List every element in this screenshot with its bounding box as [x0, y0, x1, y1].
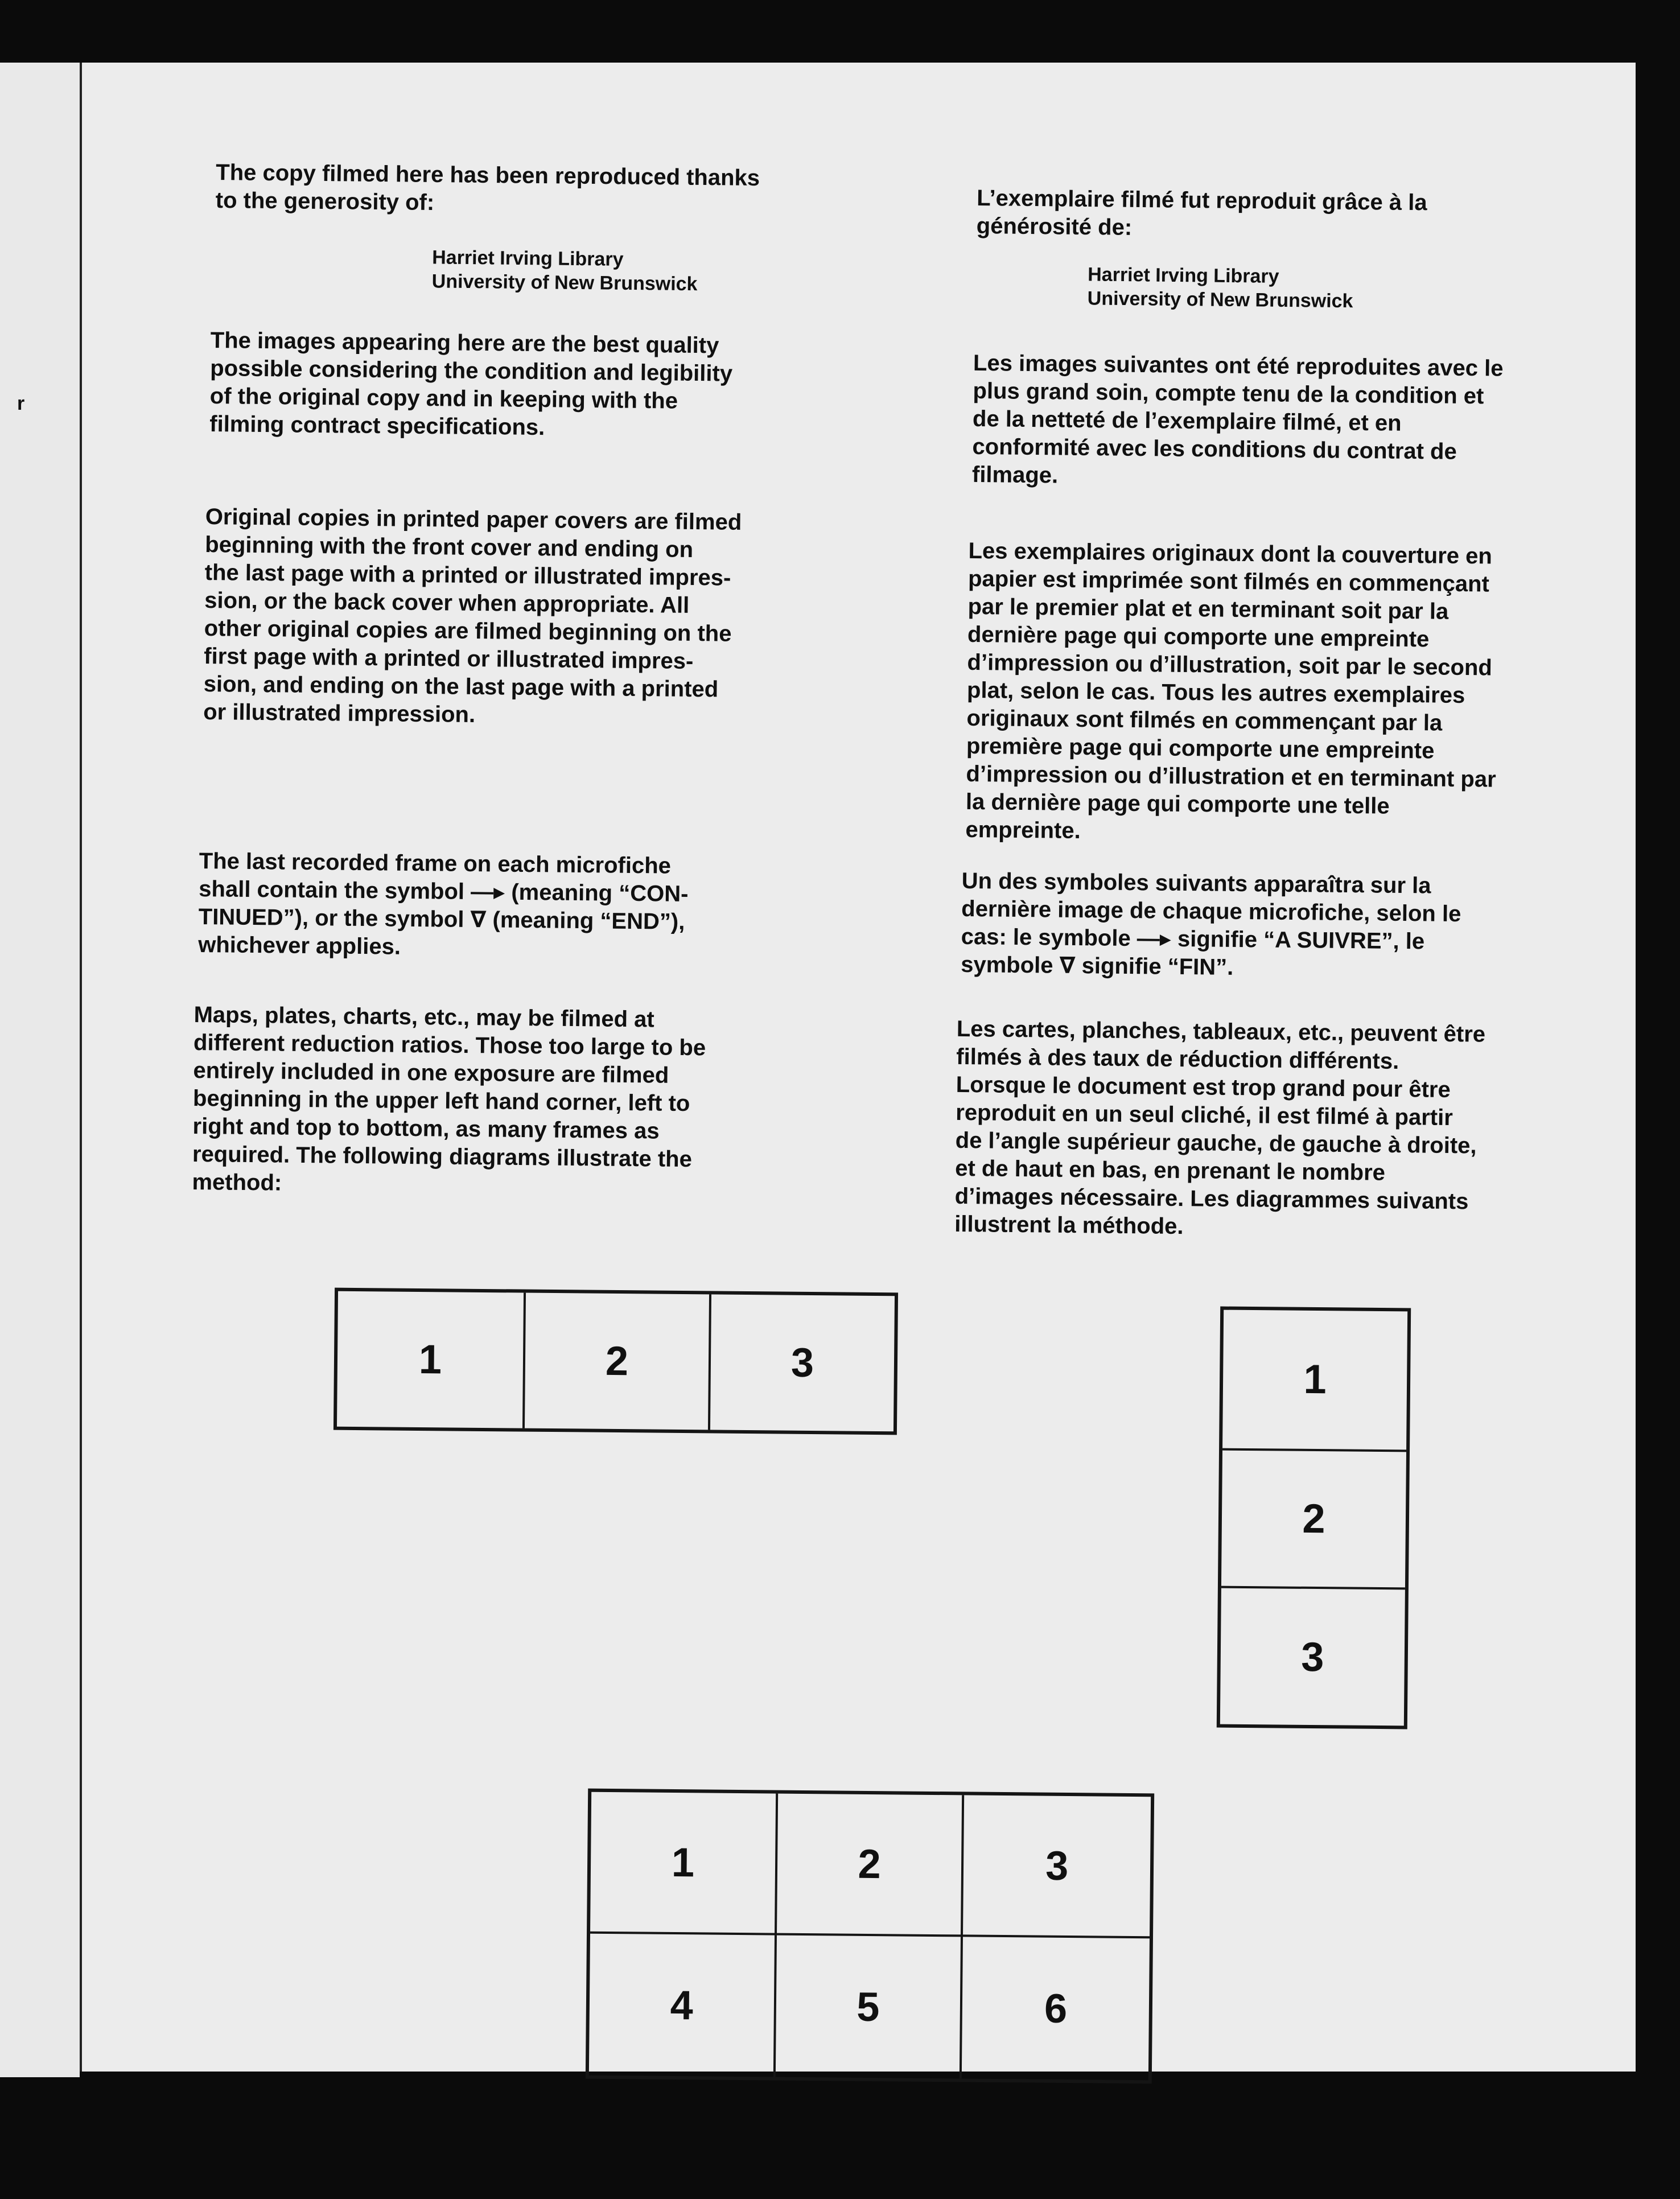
- fr-images-paragraph: Les images suivantes ont été reproduites avec le plus grand soin, compte tenu de la condition et de la netteté de l’exemplaire filmé, et en conformité avec les conditions du contrat de filmage.: [971, 350, 1504, 488]
- frame-cell: 2: [1221, 1448, 1406, 1587]
- en-credit-intro: The copy filmed here has been reproduced thanks to the generosity of:: [215, 159, 760, 216]
- frame-cell: 6: [1044, 1986, 1068, 2032]
- document-page: [80, 63, 1636, 2072]
- en-library-name: Harriet Irving Library University of New Brunswick: [431, 246, 698, 295]
- fr-symbols-paragraph: Un des symboles suivants apparaîtra sur la dernière image de chaque microfiche, selon le cas: le symbole —▸ signifie “A SUIVRE”, le symbole ∇ signifie “FIN”.: [961, 868, 1461, 980]
- frame-cell: 3: [963, 1795, 1151, 1938]
- fr-credit-intro: L’exemplaire filmé fut reproduit grâce à la générosité de:: [976, 185, 1427, 240]
- en-originals-paragraph: Original copies in printed paper covers are filmed beginning with the front cover and ending on the last page with a printed or illustrated impres- sion, or the back cover when appropriate. All other original copies are filmed beginning on the first page with a printed or illustrated impres- sion, and ending on the last page with a printed or illustrated impression.: [203, 504, 742, 727]
- fr-library-name: Harriet Irving Library University of New Brunswick: [1087, 263, 1353, 312]
- frame-cell: 3: [1220, 1586, 1405, 1726]
- frame-cell: 2: [522, 1293, 709, 1430]
- adjacent-page-strip: [0, 63, 80, 2077]
- frame-cell: 4: [589, 1934, 777, 2077]
- frame-cell: 5: [775, 1936, 963, 2079]
- frame-cell: 1: [1303, 1357, 1327, 1403]
- diagram-grid: [586, 1789, 1154, 2084]
- diagram-vertical: [1217, 1307, 1411, 1729]
- fr-maps-paragraph: Les cartes, planches, tableaux, etc., peuvent être filmés à des taux de réduction différents. Lorsque le document est trop grand pour être reproduit en un seul cliché, il est filmé à partir de l’angle supérieur gauche, de gauche à droite, et de haut en bas, en prenant le nombre d’images nécessaire. Les diagrammes suivants illustrent la méthode.: [954, 1016, 1486, 1239]
- frame-cell: 1: [590, 1792, 778, 1936]
- en-images-paragraph: The images appearing here are the best quality possible considering the condition and legibility of the original copy and in keeping with the filming contract specifications.: [209, 327, 733, 440]
- fr-originals-paragraph: Les exemplaires originaux dont la couverture en papier est imprimée sont filmés en commençant par le premier plat et en terminant soit par la dernière page qui comporte une empreinte d’impression ou d’illustration, soit par le second plat, selon le cas. Tous les autres exemplaires originaux sont filmés en commençant par la première page qui comporte une empreinte d’impression ou d’illustration et en terminant par la dernière page qui comporte une telle empreinte.: [965, 538, 1496, 843]
- frame-cell: 1: [418, 1336, 442, 1383]
- frame-cell: 2: [777, 1794, 965, 1937]
- en-maps-paragraph: Maps, plates, charts, etc., may be filmed at different reduction ratios. Those too large to be entirely included in one exposure are filmed beginning in the upper left hand corner, left to right and top to bottom, as many frames as required. The following diagrams illustrate the method:: [192, 1002, 706, 1196]
- frame-cell: 3: [708, 1294, 895, 1431]
- margin-character: r: [17, 393, 25, 414]
- en-symbols-paragraph: The last recorded frame on each microfiche shall contain the symbol —▸ (meaning “CON- TINUED”), or the symbol ∇ (meaning “END”), whichever applies.: [198, 848, 689, 960]
- diagram-horizontal: [333, 1288, 898, 1435]
